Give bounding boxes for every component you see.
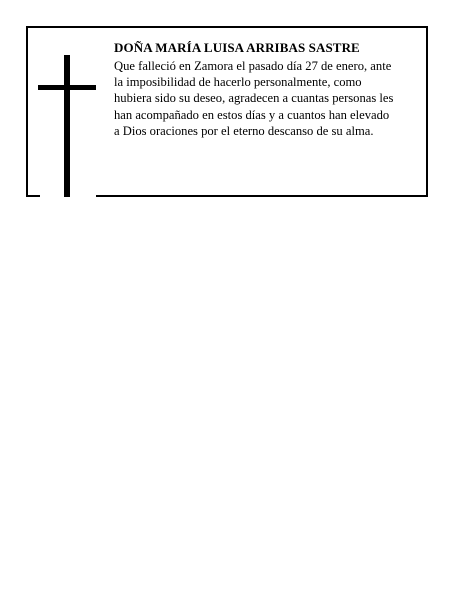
obituary-notice-content [114,39,420,139]
notice-body-line: la imposibilidad de hacerlo personalmente, como [114,75,362,90]
notice-body [114,58,420,139]
notice-body-line: a Dios oraciones por el eterno descanso de su alma. [114,123,374,138]
notice-body-line: han acompañado en estos días y a cuantos han elevado [114,107,390,122]
notice-body-line: hubiera sido su deseo, agradecen a cuantas personas les [114,91,394,106]
notice-body-line: Que falleció en Zamora el pasado día 27 de enero, ante [114,59,392,73]
cross-icon [38,55,98,200]
cross-vertical-bar [64,55,70,197]
cross-horizontal-bar [38,85,96,90]
deceased-name: DOÑA MARÍA LUISA ARRIBAS SASTRE [114,40,360,55]
